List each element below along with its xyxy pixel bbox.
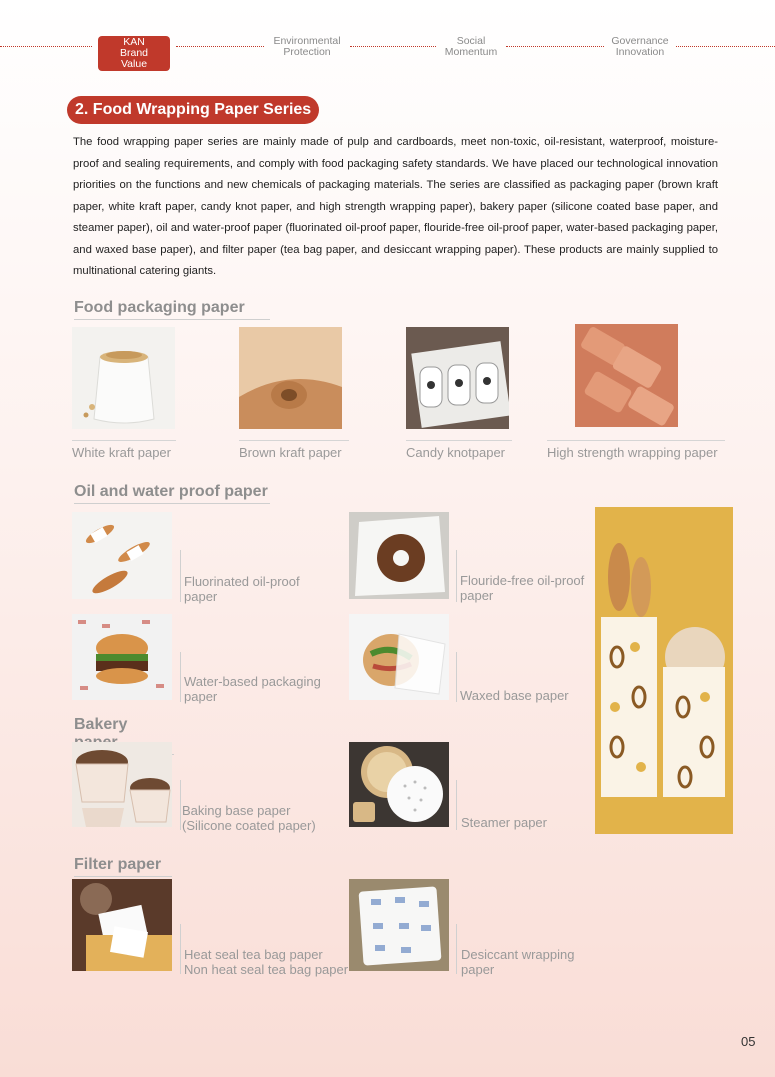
nav-tab-label: Protection [283,46,331,58]
caption-waxed-base-paper: Waxed base paper [460,688,569,703]
caption-water-based-packaging-paper [184,674,321,704]
page-number: 05 [741,1034,756,1049]
steamer-paper-image [349,742,449,827]
baking-base-paper-image [72,742,172,827]
caption-divider [456,652,457,702]
caption-divider [456,550,457,602]
caption-line: paper [184,589,218,604]
caption-steamer-paper: Steamer paper [461,815,547,830]
nav-dotted-line [0,46,92,47]
nav-tab-brand-value[interactable] [98,36,170,71]
nav-tab-label: Innovation [615,46,665,58]
caption-divider [456,780,457,830]
nav-tab-social-momentum[interactable] [438,36,504,58]
candy-knot-paper-image [406,327,509,429]
caption-brown-kraft-paper: Brown kraft paper [239,440,349,460]
caption-candy-knot-paper: Candy knotpaper [406,440,512,460]
caption-divider [456,924,457,974]
caption-line: Baking base paper [182,803,291,818]
section-title: 2. Food Wrapping Paper Series [67,96,319,124]
bakery-paper-heading: Bakery [74,716,174,755]
nav-tab-label: KAN Brand [119,36,149,59]
caption-flouride-free-oil-proof-paper [460,573,584,603]
oil-water-proof-heading: Oil and water proof paper [74,483,270,504]
desiccant-wrapping-paper-image [349,879,449,971]
caption-line: paper [460,588,494,603]
nav-tab-label: Environmental [273,35,341,47]
caption-tea-bag-paper [184,947,348,977]
caption-line: (Silicone coated paper) [182,818,316,833]
nav-tab-environmental-protection[interactable] [265,36,349,58]
caption-divider [180,550,181,602]
food-packaging-heading: Food packaging paper [74,299,270,320]
caption-fluorinated-oil-proof-paper [184,574,300,604]
caption-line: Flouride-free oil-proof [460,573,585,588]
caption-line: Fluorinated oil-proof [184,574,300,589]
nav-dotted-line [676,46,775,47]
nav-dotted-line [176,46,264,47]
nav-tab-governance-innovation[interactable] [606,36,674,58]
caption-line: Desiccant wrapping [461,947,575,962]
nav-tab-label: Governance [611,35,669,47]
section-intro: The food wrapping paper series are mainly made of pulp and cardboards, meet non-toxic, oil-resistant, waterproof, moisture-proof and sealing requirements, and comply with food packaging safety standards. We have placed our technological innovation priorities on the functions and new chemicals of packaging materials. The series are classified as packaging paper (brown kraft paper, white kraft paper, candy knot paper, and high strength wrapping paper), bakery paper (silicone coated base paper, and steamer paper), oil and water-proof paper (fluorinated oil-proof paper, flouride-free oil-proof paper, water-based packaging paper, and waxed base paper), and filter paper (tea bag paper, and desiccant wrapping paper). These products are mainly supplied to multinational catering giants. [73,136,718,277]
nav-tab-label: Momentum [444,46,498,58]
caption-line: Heat seal tea bag paper [184,947,323,962]
fluorinated-oil-proof-paper-image [72,512,172,599]
nav-tab-label: Social [456,35,486,47]
caption-divider [180,780,181,830]
caption-baking-base-paper [182,803,316,833]
caption-line: Water-based packaging [184,674,321,689]
caption-divider [180,924,181,974]
nav-dotted-line [506,46,604,47]
caption-line: paper [461,962,495,977]
filter-paper-heading: Filter paper [74,856,172,877]
waxed-base-paper-image [349,614,449,700]
bread-bag-paper-image [595,507,733,834]
caption-divider [180,652,181,702]
flouride-free-oil-proof-paper-image [349,512,449,599]
caption-desiccant-wrapping-paper [461,947,574,977]
water-based-packaging-paper-image [72,614,172,700]
caption-white-kraft-paper: White kraft paper [72,440,176,460]
white-kraft-paper-image [72,327,175,429]
nav-dotted-line [350,46,436,47]
caption-line: paper [184,689,218,704]
caption-line: Non heat seal tea bag paper [184,962,349,977]
tea-bag-paper-image [72,879,172,971]
high-strength-wrapping-paper-image [575,324,678,427]
nav-tab-label: Value [120,58,148,70]
brown-kraft-paper-image [239,327,342,429]
caption-high-strength-wrapping-paper: High strength wrapping paper [547,440,725,460]
